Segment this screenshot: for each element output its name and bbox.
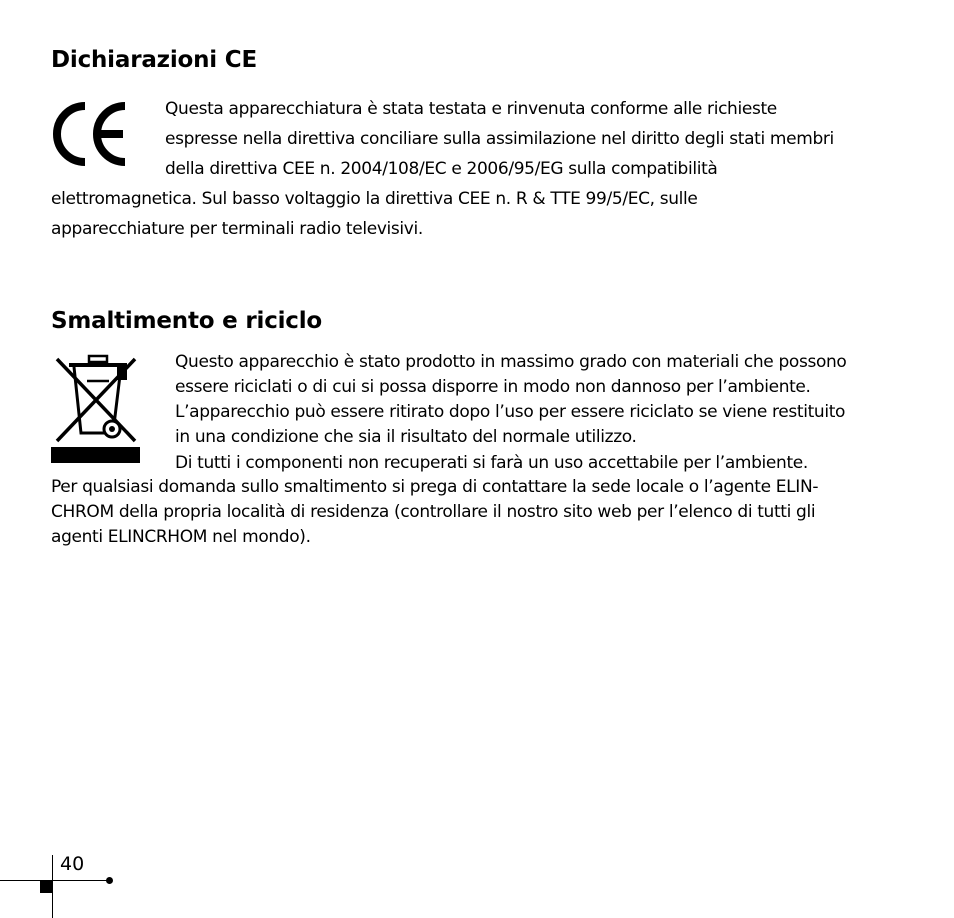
disposal-text-line: in una condizione che sia il risultato del normale utilizzo. (175, 427, 637, 447)
disposal-text-line: Questo apparecchio è stato prodotto in massimo grado con materiali che possono (175, 352, 847, 372)
page-marker-square (40, 881, 52, 893)
ce-text-line: espresse nella direttiva conciliare sulla assimilazione nel diritto degli stati membri (165, 129, 834, 149)
page-marker-dot (106, 877, 113, 884)
disposal-text-line: agenti ELINCRHOM nel mondo). (51, 527, 311, 547)
page-number: 40 (60, 853, 85, 875)
page-marker-horizontal-rule (0, 880, 110, 881)
disposal-text-line: essere riciclati o di cui si possa disporre in modo non dannoso per l’ambiente. (175, 377, 811, 397)
ce-text-line: elettromagnetica. Sul basso voltaggio la direttiva CEE n. R & TTE 99/5/EC, sulle (51, 189, 698, 209)
ce-heading: Dichiarazioni CE (51, 47, 257, 73)
disposal-text-line: CHROM della propria località di residenza (controllare il nostro sito web per l’elenco di tutti gli (51, 502, 816, 522)
disposal-text-line: L’apparecchio può essere ritirato dopo l’uso per essere riciclato se viene restituito (175, 402, 846, 422)
ce-text-line: apparecchiature per terminali radio televisivi. (51, 219, 423, 239)
ce-text-line: Questa apparecchiatura è stata testata e rinvenuta conforme alle richieste (165, 99, 777, 119)
crossed-out-wheeled-bin-icon (51, 353, 140, 463)
disposal-heading: Smaltimento e riciclo (51, 308, 323, 334)
disposal-text-line: Per qualsiasi domanda sullo smaltimento si prega di contattare la sede locale o l’agente ELIN- (51, 477, 819, 497)
ce-text-line: della direttiva CEE n. 2004/108/EC e 2006/95/EG sulla compatibilità (165, 159, 718, 179)
page-marker-vertical-rule (52, 855, 53, 918)
ce-mark-icon (51, 100, 133, 168)
disposal-text-line: Di tutti i componenti non recuperati si farà un uso accettabile per l’ambiente. (175, 453, 808, 473)
